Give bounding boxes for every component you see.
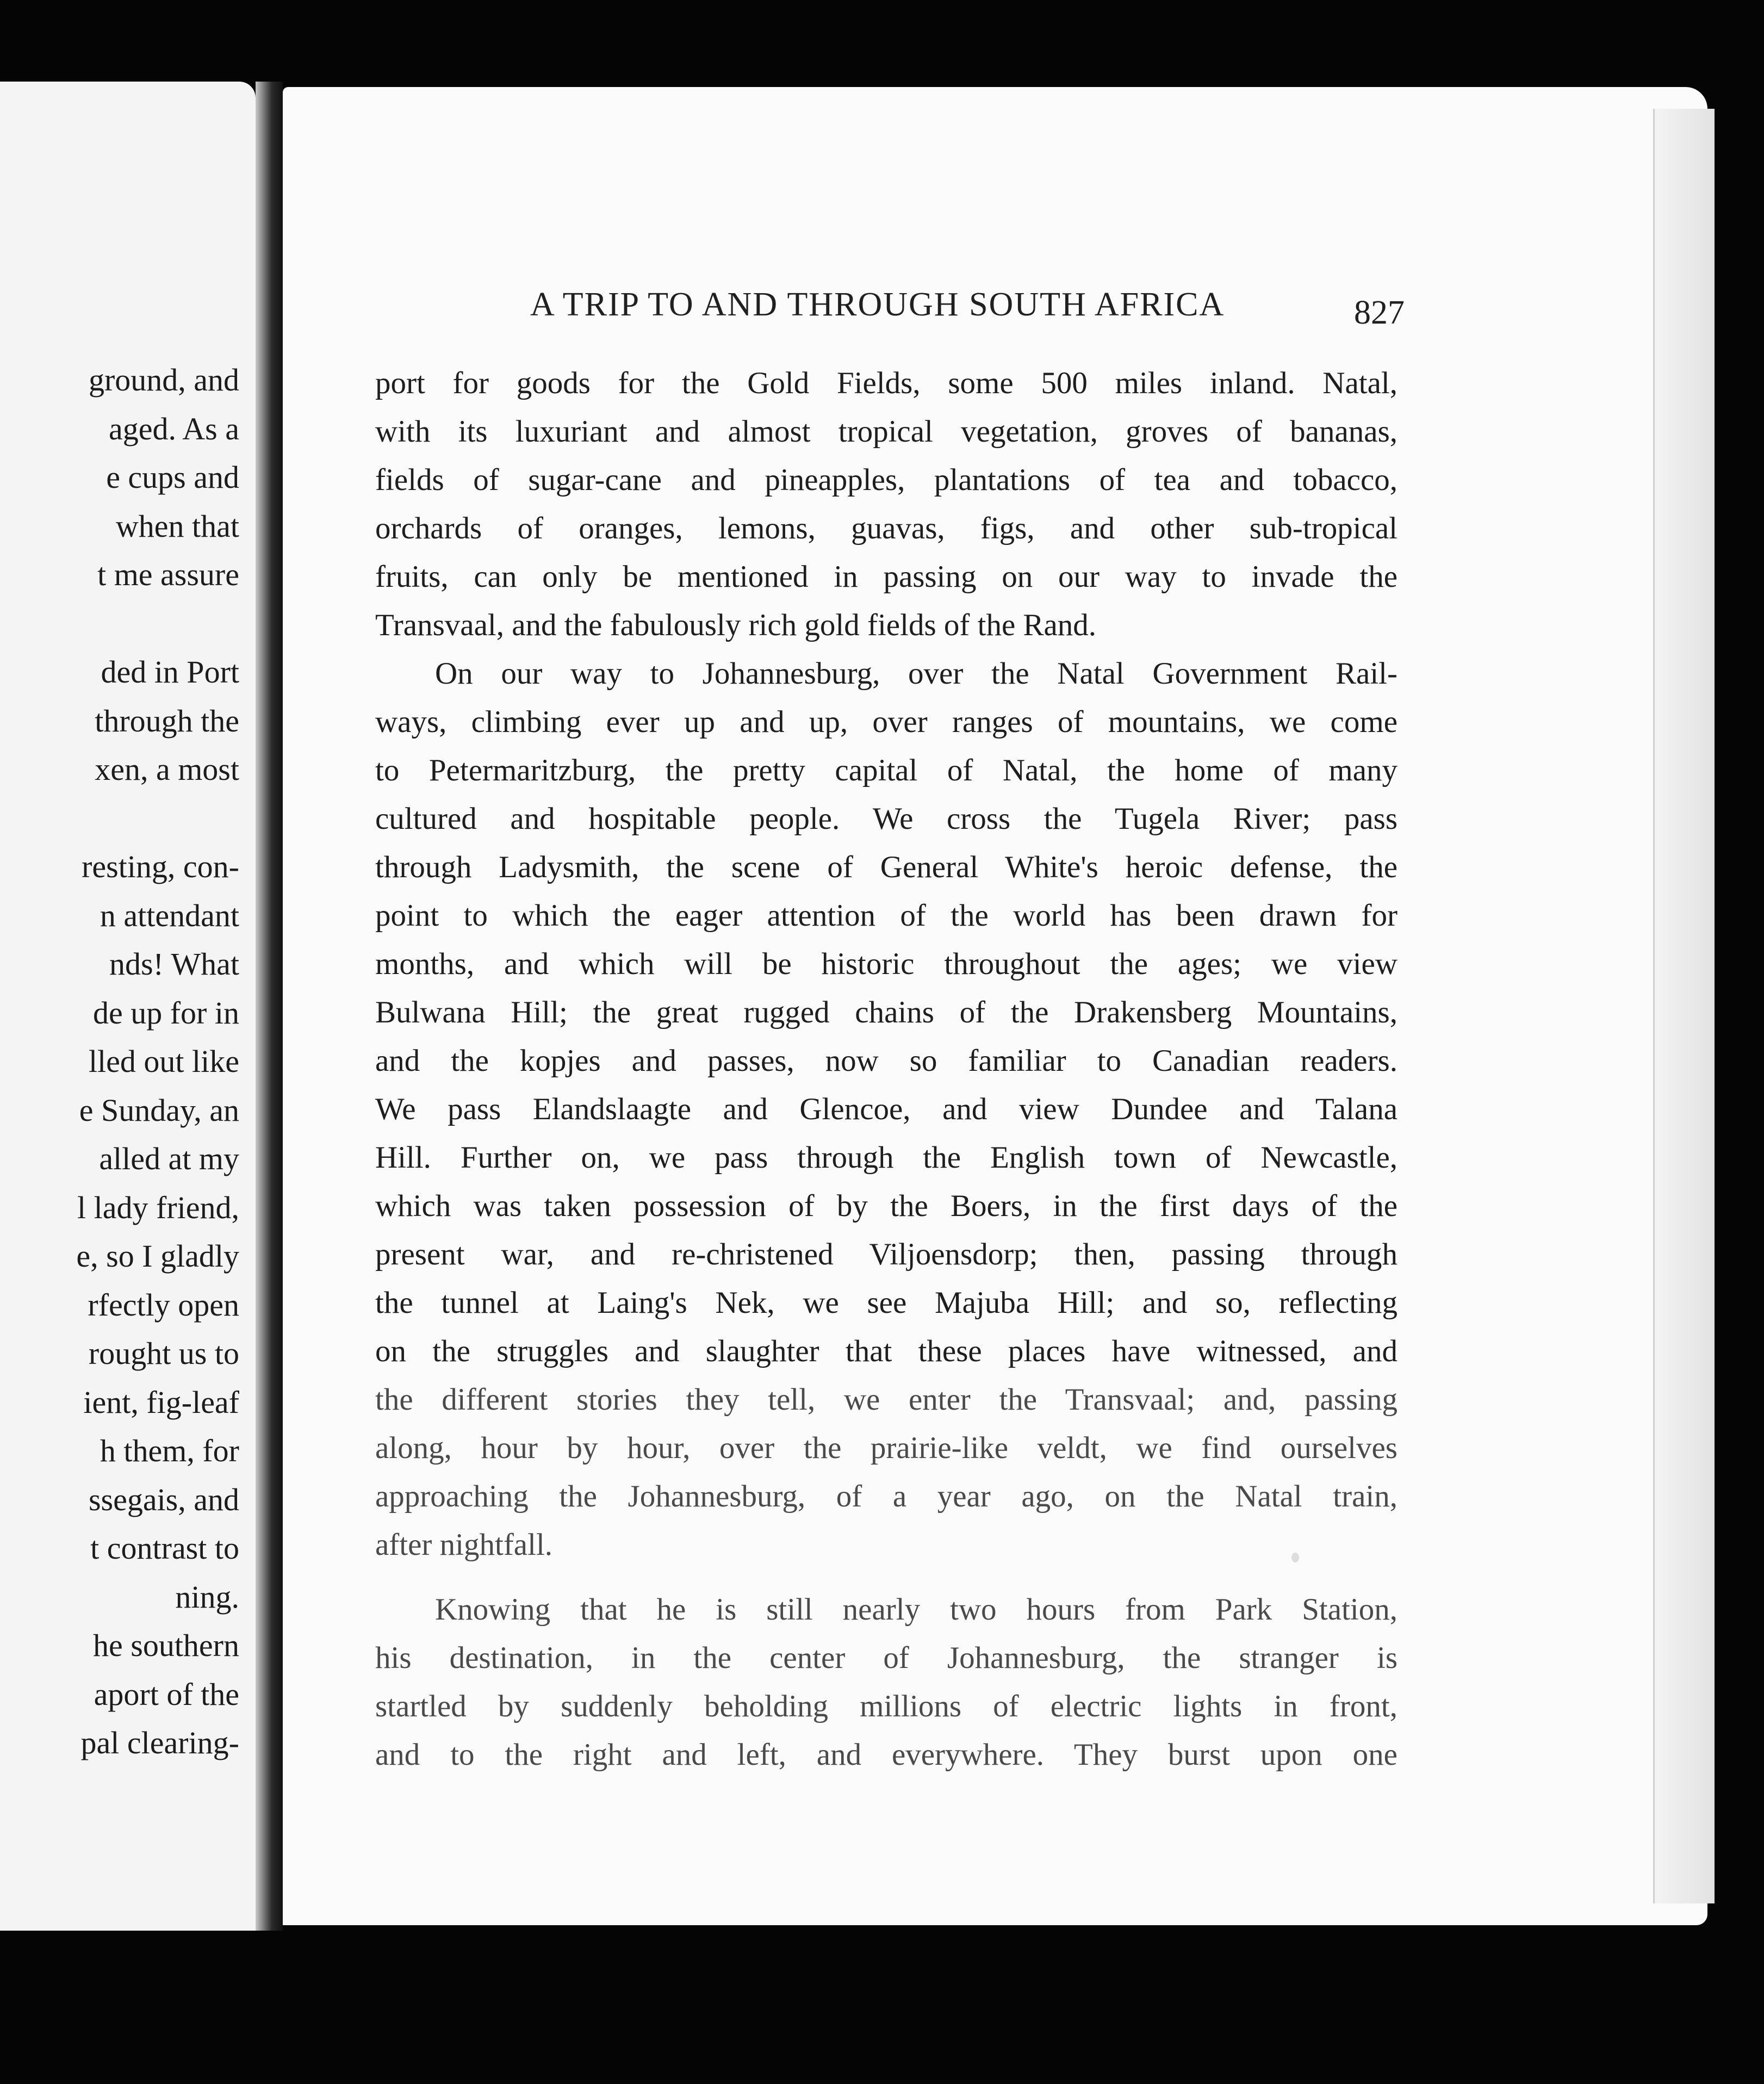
text-line: and the kopjes and passes, now so familiar to Canadian readers.: [375, 1044, 1397, 1078]
body-text: [375, 359, 1397, 1779]
left-page-line: alled at my: [99, 1141, 239, 1176]
left-page-line: e Sunday, an: [79, 1092, 239, 1128]
text-line: approaching the Johannesburg, of a year ago, on the Natal train,: [375, 1479, 1397, 1514]
text-line: the tunnel at Laing's Nek, we see Majuba Hill; and so, reflecting: [375, 1286, 1397, 1320]
text-line: on the struggles and slaughter that these places have witnessed, and: [375, 1334, 1397, 1368]
scan-speck: [1291, 1553, 1299, 1562]
left-page-line: ground, and: [88, 362, 239, 398]
left-page-line: de up for in: [93, 995, 239, 1031]
left-page-line: t me assure: [97, 557, 239, 592]
text-line: startled by suddenly beholding millions of electric lights in front,: [375, 1689, 1397, 1723]
left-page: [0, 82, 256, 1931]
left-page-line: lled out like: [88, 1044, 239, 1079]
left-page-line: h them, for: [100, 1433, 239, 1468]
left-page-line: n attendant: [100, 897, 239, 933]
paragraph-gap: [375, 1569, 1397, 1585]
text-line: through Ladysmith, the scene of General White's heroic defense, the: [375, 850, 1397, 884]
text-line: orchards of oranges, lemons, guavas, figs, and other sub-tropical: [375, 511, 1397, 545]
left-page-line: ning.: [175, 1579, 239, 1615]
text-line: with its luxuriant and almost tropical vegetation, groves of bananas,: [375, 414, 1397, 449]
left-page-line: xen, a most: [95, 752, 239, 787]
text-line: months, and which will be historic throughout the ages; we view: [375, 947, 1397, 981]
left-page-line: when that: [115, 508, 239, 544]
left-page-line: e cups and: [106, 460, 239, 495]
text-line: We pass Elandslaagte and Glencoe, and view Dundee and Talana: [375, 1092, 1397, 1126]
left-page-line: ssegais, and: [88, 1481, 239, 1517]
text-line: which was taken possession of by the Boers, in the first days of the: [375, 1189, 1397, 1223]
text-line: On our way to Johannesburg, over the Natal Government Rail-: [435, 656, 1397, 691]
left-page-line: pal clearing-: [80, 1725, 239, 1760]
left-page-line: resting, con-: [82, 849, 239, 884]
text-line: Knowing that he is still nearly two hours from Park Station,: [435, 1592, 1397, 1627]
text-line: present war, and re-christened Viljoensdorp; then, passing through: [375, 1237, 1397, 1272]
text-line: along, hour by hour, over the prairie-like veldt, we find ourselves: [375, 1431, 1397, 1465]
text-line: Bulwana Hill; the great rugged chains of the Drakensberg Mountains,: [375, 995, 1397, 1029]
text-line: the different stories they tell, we enter the Transvaal; and, passing: [375, 1382, 1397, 1417]
page-number: 827: [1354, 294, 1405, 331]
left-page-line: ded in Port: [101, 654, 239, 690]
left-page-line: rought us to: [88, 1336, 239, 1371]
left-page-line: t contrast to: [90, 1530, 239, 1566]
text-line: ways, climbing ever up and up, over ranges of mountains, we come: [375, 705, 1397, 739]
text-line: to Petermaritzburg, the pretty capital of Natal, the home of many: [375, 753, 1397, 787]
text-line: after nightfall.: [375, 1528, 553, 1562]
left-page-line: rfectly open: [88, 1287, 239, 1323]
left-page-line: aged. As a: [109, 411, 239, 446]
book-gutter: [256, 82, 283, 1931]
text-line: and to the right and left, and everywhere. They burst upon one: [375, 1738, 1397, 1772]
running-head: A TRIP TO AND THROUGH SOUTH AFRICA: [530, 286, 1225, 323]
left-page-line: through the: [95, 703, 239, 739]
text-line: Hill. Further on, we pass through the English town of Newcastle,: [375, 1140, 1397, 1175]
left-page-line: nds! What: [109, 946, 239, 982]
text-line: cultured and hospitable people. We cross the Tugela River; pass: [375, 802, 1397, 836]
text-line: his destination, in the center of Johannesburg, the stranger is: [375, 1641, 1397, 1675]
left-page-line: aport of the: [94, 1676, 239, 1712]
text-line: fruits, can only be mentioned in passing on our way to invade the: [375, 560, 1397, 594]
text-line: Transvaal, and the fabulously rich gold fields of the Rand.: [375, 608, 1097, 642]
text-line: fields of sugar-cane and pineapples, plantations of tea and tobacco,: [375, 463, 1397, 497]
left-page-line: l lady friend,: [77, 1189, 239, 1225]
text-line: point to which the eager attention of the world has been drawn for: [375, 898, 1397, 933]
text-line: port for goods for the Gold Fields, some 500 miles inland. Natal,: [375, 366, 1397, 400]
page-edge: [1653, 109, 1715, 1903]
left-page-line: ient, fig-leaf: [83, 1384, 239, 1420]
left-page-line: e, so I gladly: [76, 1238, 239, 1274]
left-page-line: he southern: [93, 1628, 239, 1663]
